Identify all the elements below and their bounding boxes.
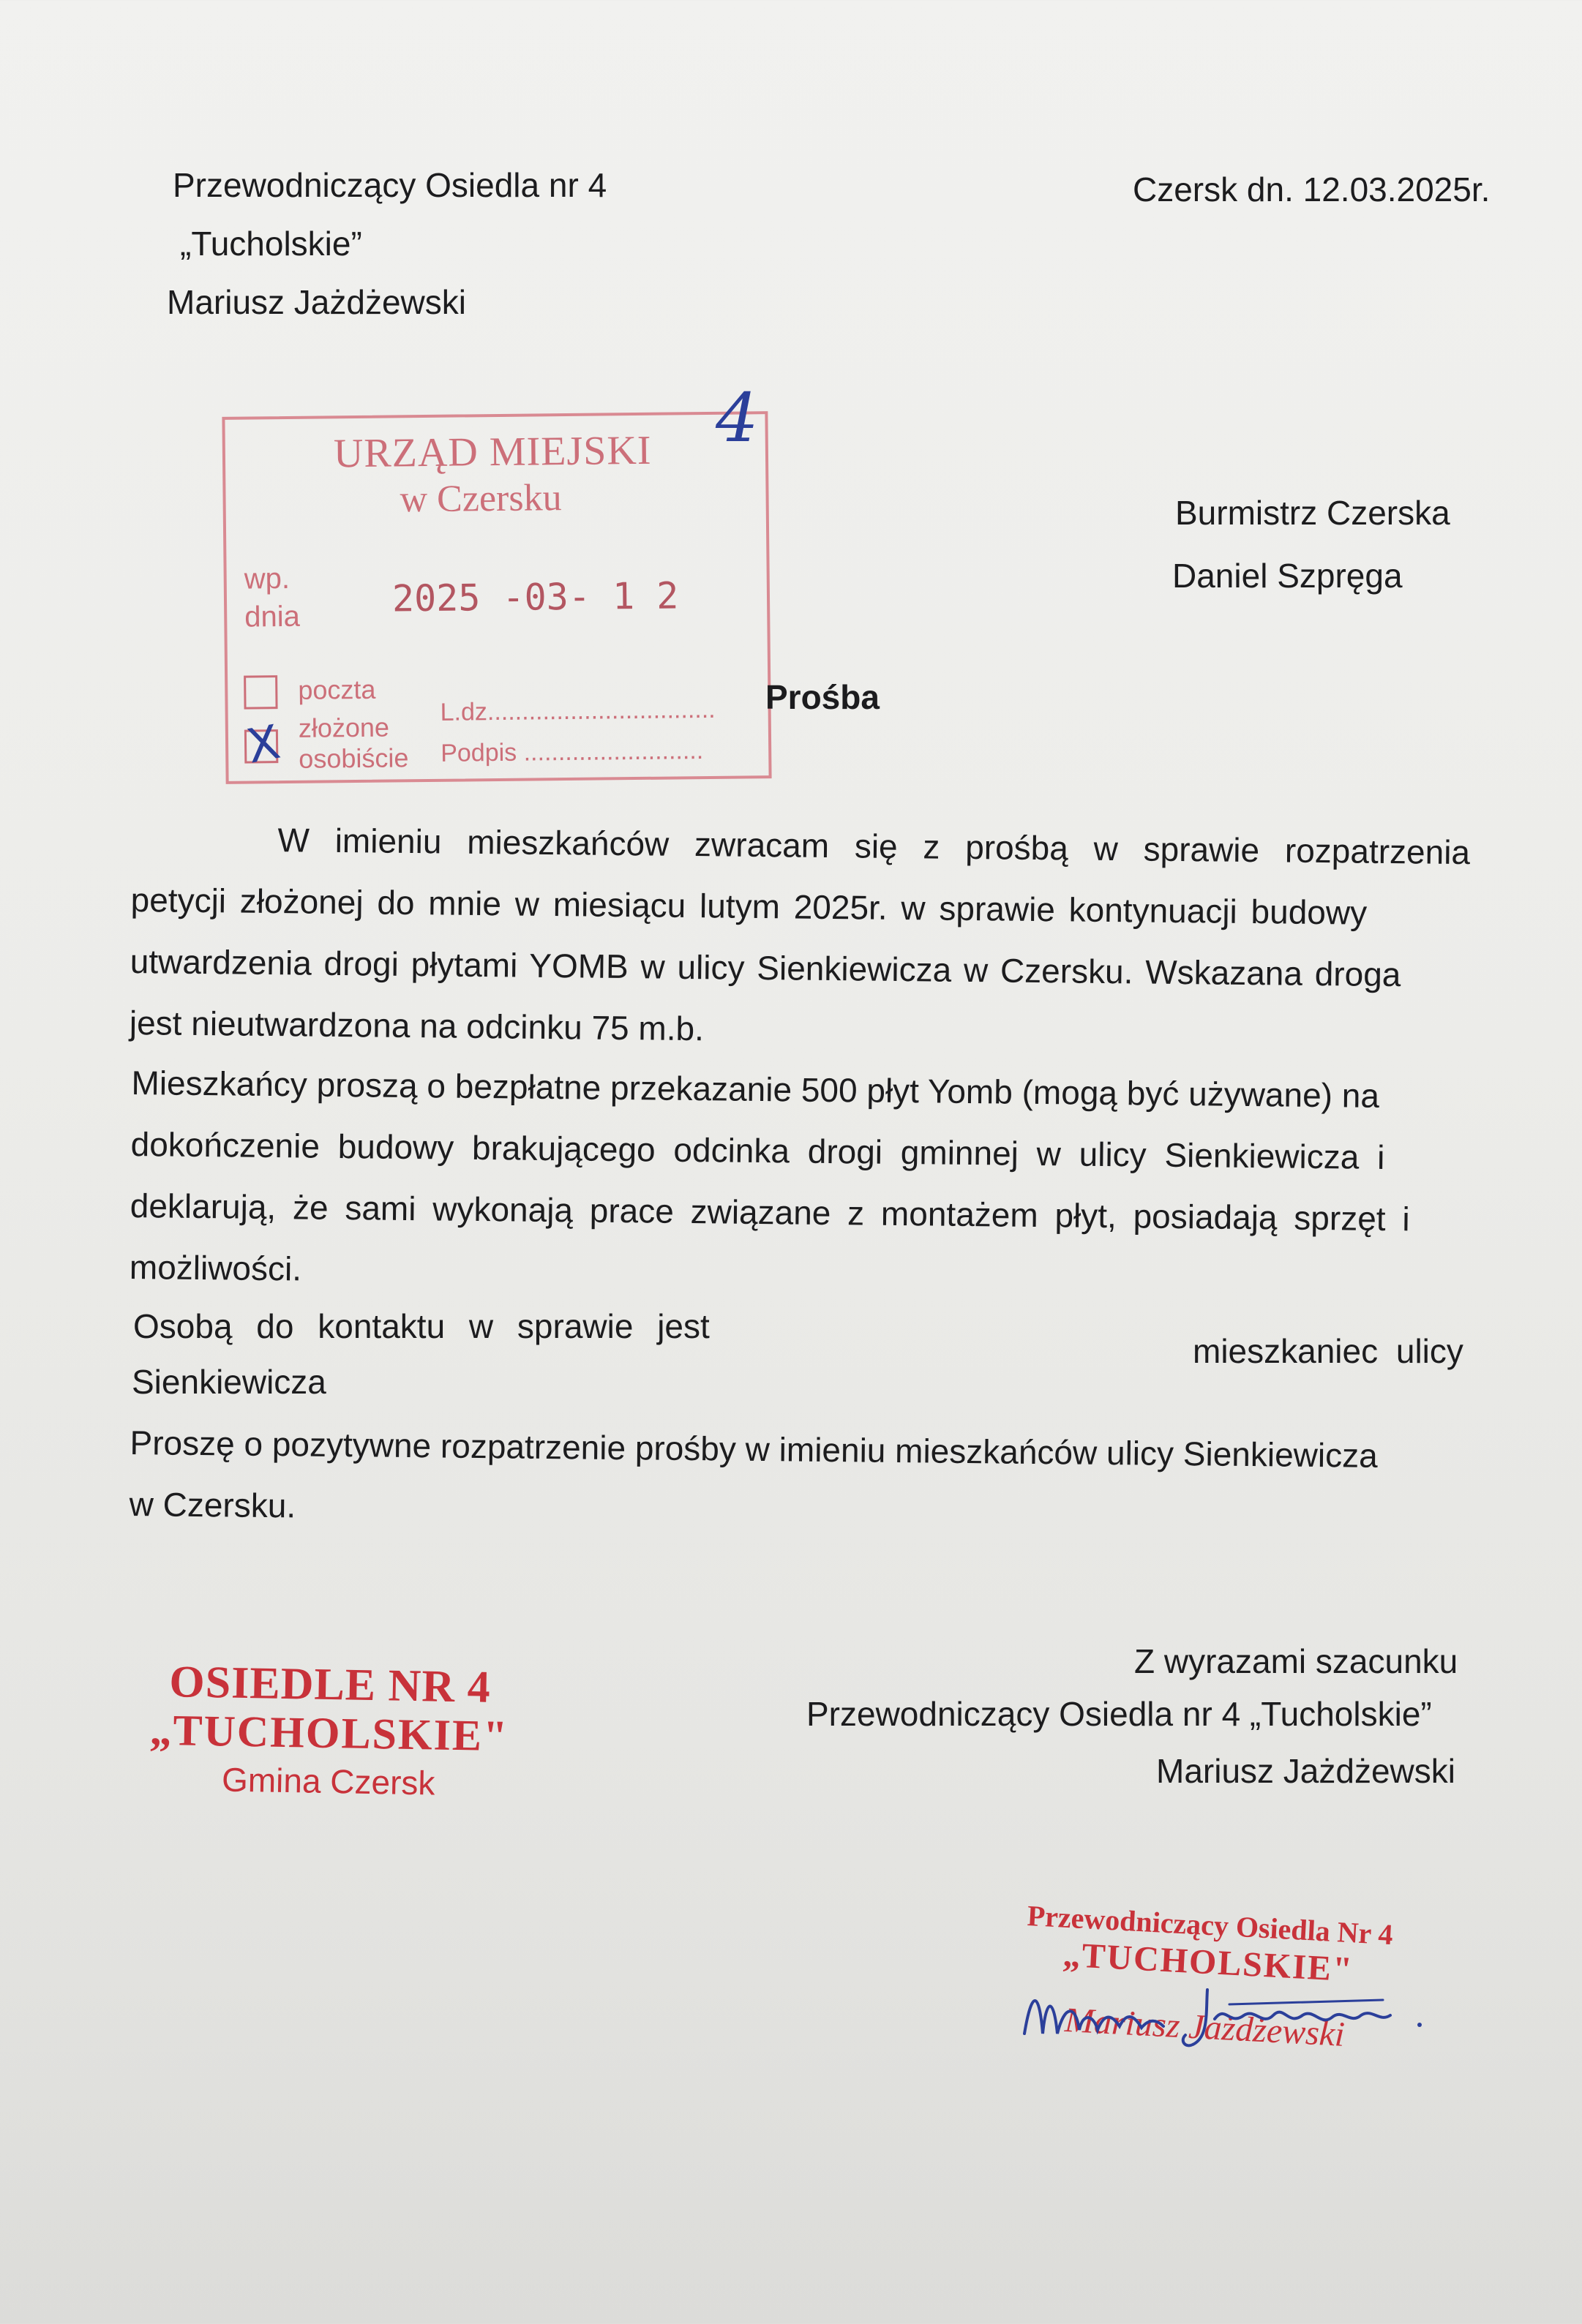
closing-line-1: Z wyrazami szacunku <box>1134 1642 1458 1680</box>
contact-text-right: mieszkaniec ulicy <box>1193 1332 1463 1370</box>
paragraph-line: jest nieutwardzona na odcinku 75 m.b. <box>129 1003 705 1048</box>
paragraph-3 <box>129 1412 1491 1549</box>
closing-line-2: Przewodniczący Osiedla nr 4 „Tucholskie” <box>806 1695 1432 1733</box>
stamp-poczta-label: poczta <box>298 674 376 705</box>
paragraph-line: Proszę o pozytywne rozpatrzenie prośby w imieniu mieszkańców ulicy Sienkiewicza <box>130 1423 1379 1475</box>
closing-line-3: Mariusz Jażdżewski <box>1156 1752 1455 1790</box>
paragraph-2 <box>129 1052 1499 1312</box>
registration-stamp <box>222 411 771 784</box>
sign-stamp-line-3: Mariusz Jażdżewski <box>1063 2000 1346 2054</box>
paragraph-line: W imieniu mieszkańców zwracam się z prośbą w sprawie rozpatrzenia <box>277 821 1471 872</box>
sign-stamp-line-2: „TUCHOLSKIE" <box>1062 1935 1354 1990</box>
org-stamp-line-3: Gmina Czersk <box>221 1760 435 1802</box>
stamp-title-2: w Czersku <box>400 477 562 521</box>
subject: Prośba <box>765 678 880 716</box>
handwritten-mark: 4 <box>716 379 759 457</box>
org-stamp-line-1: OSIEDLE NR 4 <box>168 1657 492 1712</box>
stamp-checkbox-poczta <box>244 675 277 709</box>
organization-stamp <box>130 1655 528 1804</box>
recipient-line-2: Daniel Szpręga <box>1172 557 1403 595</box>
contact-text-left: Osobą do kontaktu w sprawie jest <box>133 1307 710 1345</box>
handwritten-signature <box>1010 1975 1449 2056</box>
paragraph-line: możliwości. <box>129 1247 302 1288</box>
contact-text-line-2: Sienkiewicza <box>132 1363 326 1401</box>
stamp-title-1: URZĄD MIEJSKI <box>333 427 652 477</box>
sender-line-2: „Tucholskie” <box>180 225 362 263</box>
stamp-wp-label: wp. <box>244 562 290 595</box>
stamp-zlozone-label: złożone <box>298 712 390 743</box>
sender-line-1: Przewodniczący Osiedla nr 4 <box>173 166 607 204</box>
stamp-ldz-field: L.dz................................. <box>440 695 716 726</box>
stamp-osobiscie-label: osobiście <box>299 742 409 774</box>
stamp-podpis-field: Podpis .......................... <box>441 737 704 767</box>
place-date: Czersk dn. 12.03.2025r. <box>1133 170 1491 208</box>
paragraph-line: petycji złożonej do mnie w miesiącu lutym 2025r. w sprawie kontynuacji budowy <box>130 880 1368 932</box>
paragraph-line: dokończenie budowy brakującego odcinka drogi gminnej w ulicy Sienkiewicza i <box>130 1124 1385 1176</box>
paragraph-line: utwardzenia drogi płytami YOMB w ulicy Sienkiewicza w Czersku. Wskazana droga <box>130 941 1401 994</box>
paragraph-line: w Czersku. <box>129 1484 296 1525</box>
check-mark-icon: X <box>242 715 285 775</box>
paragraph-1 <box>129 808 1499 1068</box>
recipient-line-1: Burmistrz Czerska <box>1175 494 1450 532</box>
stamp-date: 2025 -03- 1 2 <box>391 574 679 620</box>
sign-stamp-line-1: Przewodniczący Osiedla Nr 4 <box>1026 1899 1394 1952</box>
stamp-dnia-label: dnia <box>244 600 301 633</box>
paragraph-line: deklarują, że sami wykonają prace związane z montażem płyt, posiadają sprzęt i <box>130 1186 1410 1238</box>
org-stamp-line-2: „TUCHOLSKIE" <box>149 1705 509 1761</box>
sender-line-3: Mariusz Jażdżewski <box>167 283 466 321</box>
paragraph-line: Mieszkańcy proszą o bezpłatne przekazanie 500 płyt Yomb (mogą być używane) na <box>131 1063 1380 1115</box>
